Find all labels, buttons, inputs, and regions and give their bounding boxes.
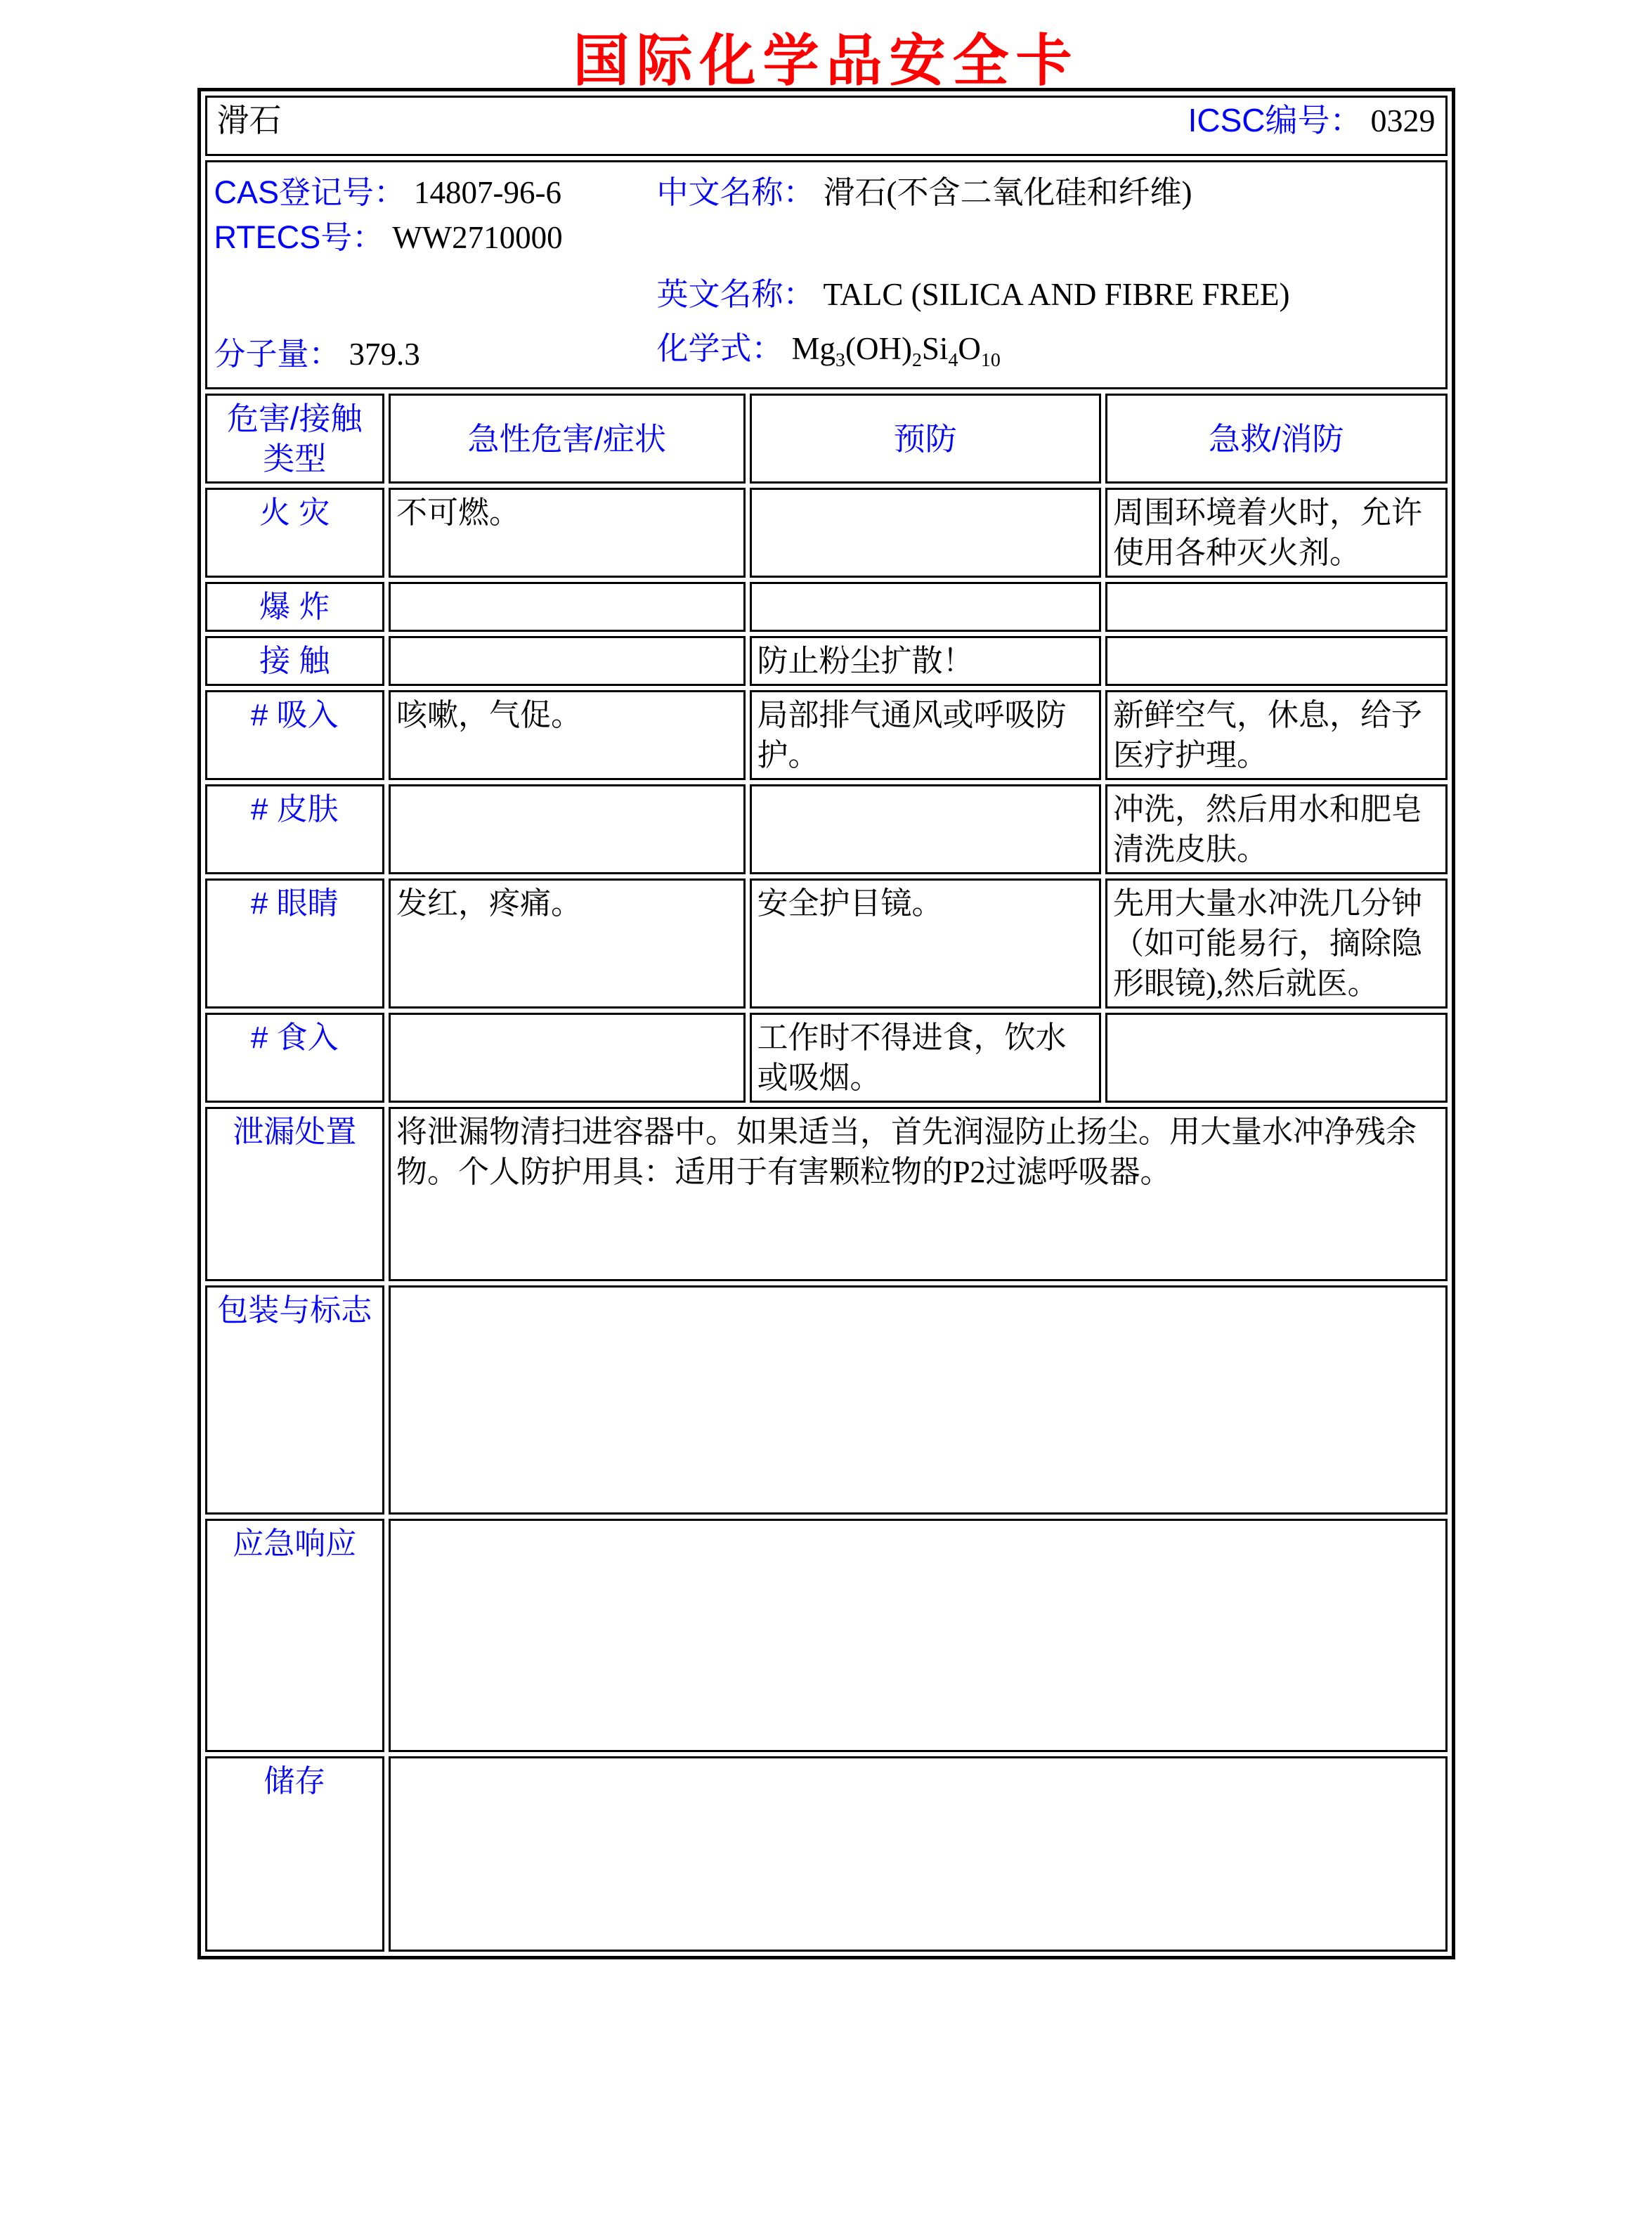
cas-value: 14807-96-6: [414, 175, 562, 210]
emergency-row: [205, 1519, 1448, 1752]
fire-symptoms-cell: 不可燃。: [389, 488, 746, 578]
emergency-content-cell: [389, 1519, 1448, 1752]
exposure-firstaid-cell: [1105, 636, 1448, 686]
explosion-row: [205, 582, 1448, 632]
formula-line: [657, 328, 1440, 380]
skin-firstaid-cell: 冲洗，然后用水和肥皂清洗皮肤。: [1105, 784, 1448, 874]
rtecs-line: [214, 217, 657, 261]
packaging-label-cell: 包装与标志: [205, 1285, 385, 1515]
product-name: 滑石: [216, 103, 282, 138]
exposure-prevention-cell: 防止粉尘扩散！: [750, 636, 1102, 686]
skin-row: [205, 784, 1448, 874]
ingestion-label-cell: # 食入: [205, 1013, 385, 1103]
cas-line: [214, 172, 657, 217]
inhalation-firstaid-cell: 新鲜空气，休息，给予医疗护理。: [1105, 690, 1448, 780]
identity-row: [205, 160, 1448, 389]
fire-label-cell: 火 灾: [205, 488, 385, 578]
exposure-row: [205, 636, 1448, 686]
molecular-weight-label: 分子量：: [214, 336, 341, 372]
page-title: 国际化学品安全卡: [573, 31, 1079, 93]
exposure-label-cell: 接 触: [205, 636, 385, 686]
eyes-row: [205, 878, 1448, 1009]
card-header-cell: [205, 96, 1448, 156]
emergency-label-cell: 应急响应: [205, 1519, 385, 1752]
ingestion-row: [205, 1013, 1448, 1103]
ingestion-symptoms-cell: [389, 1013, 746, 1103]
molecular-weight-line: [214, 334, 657, 375]
storage-row: [205, 1756, 1448, 1952]
icsc-card-table: [197, 88, 1455, 1959]
packaging-row: [205, 1285, 1448, 1515]
en-name-value: TALC (SILICA AND FIBRE FREE): [823, 277, 1290, 312]
card-header-row: [205, 96, 1448, 156]
identity-cell: [205, 160, 1448, 389]
fire-prevention-cell: [750, 488, 1102, 578]
formula-label: 化学式：: [656, 330, 783, 366]
explosion-symptoms-cell: [389, 582, 746, 632]
icsc-number: [1188, 100, 1436, 141]
exposure-symptoms-cell: [389, 636, 746, 686]
card-header-flex: [213, 100, 1440, 141]
ingestion-firstaid-cell: [1105, 1013, 1448, 1103]
eyes-symptoms-cell: 发红，疼痛。: [389, 878, 746, 1009]
cn-name-line: [657, 172, 1440, 217]
inhalation-row: [205, 690, 1448, 780]
packaging-content-cell: [389, 1285, 1448, 1515]
ingestion-prevention-cell: 工作时不得进食，饮水或吸烟。: [750, 1013, 1102, 1103]
skin-prevention-cell: [750, 784, 1102, 874]
cas-label: CAS登记号：: [214, 174, 406, 210]
rtecs-label: RTECS号：: [214, 219, 384, 255]
cn-name-label: 中文名称：: [656, 174, 815, 210]
inhalation-symptoms-cell: 咳嗽，气促。: [389, 690, 746, 780]
skin-label-cell: # 皮肤: [205, 784, 385, 874]
en-name-line: [657, 274, 1440, 315]
inhalation-prevention-cell: 局部排气通风或呼吸防护。: [750, 690, 1102, 780]
storage-label-cell: 储存: [205, 1756, 385, 1952]
explosion-prevention-cell: [750, 582, 1102, 632]
col-header-hazard-type: 危害/接触类型: [205, 394, 385, 484]
spill-row: [205, 1107, 1448, 1281]
icsc-number-label: ICSC编号：: [1188, 102, 1362, 138]
col-header-prevention: 预防: [750, 394, 1102, 484]
molecular-weight-value: 379.3: [349, 337, 420, 372]
fire-row: [205, 488, 1448, 578]
hazard-table-header-row: [205, 394, 1448, 484]
eyes-prevention-cell: 安全护目镜。: [750, 878, 1102, 1009]
explosion-label-cell: 爆 炸: [205, 582, 385, 632]
spill-content-cell: 将泄漏物清扫进容器中。如果适当，首先润湿防止扬尘。用大量水冲净残余物。个人防护用具：适用于有害颗粒物的P2过滤呼吸器。: [389, 1107, 1448, 1281]
icsc-number-value: 0329: [1370, 103, 1436, 138]
inhalation-label-cell: # 吸入: [205, 690, 385, 780]
en-name-label: 英文名称：: [656, 276, 815, 312]
col-header-firstaid: 急救/消防: [1105, 394, 1448, 484]
fire-firstaid-cell: 周围环境着火时，允许使用各种灭火剂。: [1105, 488, 1448, 578]
formula-value: $Mg_3(OH)_2Si_4O_{10}$: [791, 331, 1001, 371]
spill-label-cell: 泄漏处置: [205, 1107, 385, 1281]
eyes-label-cell: # 眼睛: [205, 878, 385, 1009]
identity-grid: [213, 165, 1440, 384]
explosion-firstaid-cell: [1105, 582, 1448, 632]
eyes-firstaid-cell: 先用大量水冲洗几分钟（如可能易行，摘除隐形眼镜),然后就医。: [1105, 878, 1448, 1009]
col-header-symptoms: 急性危害/症状: [389, 394, 746, 484]
skin-symptoms-cell: [389, 784, 746, 874]
storage-content-cell: [389, 1756, 1448, 1952]
rtecs-value: WW2710000: [392, 220, 563, 255]
cn-name-value: 滑石(不含二氧化硅和纤维): [823, 175, 1192, 210]
